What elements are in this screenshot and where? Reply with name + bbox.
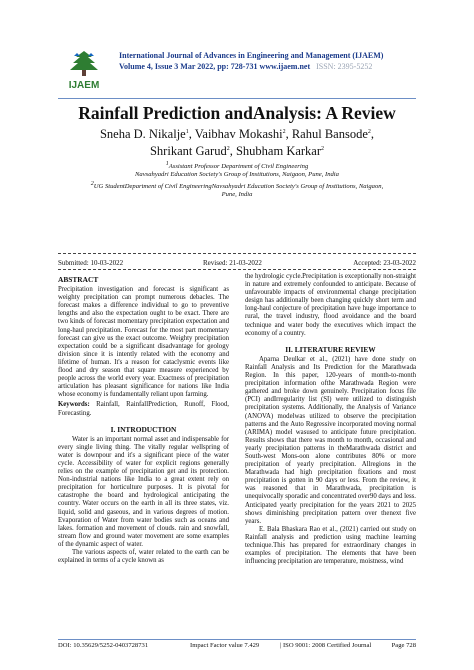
affiliations: $^1$Assistant Professor Department of Civil Engineering Navsahyadri Education Society's Group of Institutions, Naigaon, Pune, India $^2$UG StudentDepartment of Civil EngineeringNavsahyadri Education Society's Group of Institutions, Naigaon, Pune, India bbox=[90, 161, 384, 199]
keywords: Keywords: Rainfall, RainfallPrediction, Runoff, Flood, Forecasting. bbox=[58, 401, 229, 417]
author-name: Vaibhav Mokashi bbox=[194, 127, 283, 142]
author-name: Rahul Bansode bbox=[291, 127, 368, 142]
logo-text: IJAEM bbox=[68, 80, 100, 91]
literature-heading: II. LITERATURE REVIEW bbox=[285, 344, 376, 354]
submitted-date: Submitted: 10-03-2022 bbox=[58, 259, 124, 267]
footer-iso: | ISO 9001: 2008 Certified Journal bbox=[280, 642, 372, 649]
footer-impact: Impact Factor value 7.429 bbox=[190, 642, 260, 649]
intro-paragraph: The various aspects of, water related to the earth can be explained in terms of a cycle known as bbox=[58, 549, 229, 565]
author-name: Sneha D. Nikalje bbox=[99, 127, 186, 142]
author-name: Shrikant Garud bbox=[149, 144, 227, 159]
author-name: Shubham Karkar bbox=[235, 144, 322, 159]
date-divider-bottom bbox=[58, 269, 416, 270]
journal-issue: Volume 4, Issue 3 Mar 2022, pp: 728-731 www.ijaem.net bbox=[119, 61, 311, 71]
literature-paragraph: Aparna Deulkar et al., (2021) have done study on Rainfall Analysis and Its Prediction for the Marathwada Region. In this paper, 120-years of month-to-month precipitation information ofthe Marathwada Region were gathered and broke down genuinely. Precipitation focus file (PCI) andIrregularity list (SI) were utilized to distinguish precipitation systems. Additionally, the Analysis of Variance (ANOVA) modelwas utilized to observe the precipitation patterns and the Auto Regressive incorporated moving normal (ARIMA) model wasused to anticipate future precipitation. Results shows that there was month to month, occasional and yearly precipitation patterns in theMarathwada district and South-west Mons-oon alone contributes 80% or more precipitation of yearly precipitation. Allregions in the Marathwada had high precipitation fixations and most precipitation is gotten in 90 days or less. From the review, it was reasoned that in Marathwada, precipitation is unequivocally sporadic and concentrated over90 days and less. Anticipated yearly precipitation for the years 2021 to 2025 shows diminishing precipitation pattern over thenext five years. bbox=[245, 355, 416, 525]
left-column bbox=[58, 273, 229, 565]
literature-paragraph: E. Bala Bhaskara Rao et al., (2021) carried out study on Rainfall analysis and prediction using machine learning technique.This has prepared for extraordinary changes in examples of precipitation. The elements that have been influencing precipitation are temperature, moistness, wind bbox=[245, 525, 416, 566]
footer-page: Page 728 bbox=[391, 642, 416, 649]
intro-paragraph: Water is an important normal asset and indispensable for every single living thing. The vitally regular wellspring of water is downpour and it's a significant piece of the water cycle. Accessibility of water for explicit regions generally relies on the example of precipitation get and its protection. Non-industrial nations like India to a great extent rely on precipitation for horticulture purposes. It is pivotal for catastrophe the board and hydrological anticipating the country. Water occurs on the earth in all its three states, viz. liquid, solid and gaseous, and in various degrees of motion. Evaporation of Water from water bodies such as oceans and lakes. formation and movement of clouds. rain and snowfall, stream flow and ground water movement are some examples of the dynamic aspect of water. bbox=[58, 435, 229, 548]
paper-title: Rainfall Prediction andAnalysis: A Review bbox=[78, 103, 396, 123]
journal-name: International Journal of Advances in Engineering and Management (IJAEM) bbox=[119, 51, 384, 60]
footer-rule bbox=[58, 639, 416, 640]
accepted-date: Accepted: 23-03-2022 bbox=[353, 259, 416, 267]
journal-logo bbox=[59, 47, 109, 95]
journal-header bbox=[119, 51, 383, 72]
date-divider-top bbox=[58, 253, 416, 254]
abstract-heading: ABSTRACT bbox=[58, 275, 99, 284]
right-column bbox=[245, 273, 416, 566]
author-list: Sneha D. Nikalje$^1$, Vaibhav Mokashi$^2$, Rahul Bansode$^2$, Shrikant Garud$^2$, Shubham Karkar$^2$ bbox=[99, 127, 375, 159]
abstract-text: Precipitation investigation and forecast is significant as weighty precipitation can prompt numerous debacles. The forecast makes a difference individual to go to preventive lengths and also the expectation ought to be exact. There are two kinds of forecast momentary precipitation expectation and long-haul precipitation. Forecast for the most part momentary forecast can give us the exact outcome. Weighty precipitation expectation could be a significant disadvantage for geology division since it is intently related with the economy and lifetime of human. It's a reason for cataclysmic events like flood and dry season that square measure experienced by people across the world every year. Exactness of precipitation articulation has pleasant significance for nations like India whose economy is fundamentally reliant upon farming. bbox=[58, 286, 229, 399]
journal-issn: ISSN: 2395-5252 bbox=[316, 61, 373, 71]
footer-doi: DOI: 10.35629/5252-0403728731 bbox=[58, 642, 149, 649]
revised-date: Revised: 21-03-2022 bbox=[203, 259, 262, 267]
header-rule bbox=[58, 98, 416, 99]
intro-heading: I. INTRODUCTION bbox=[110, 424, 177, 434]
body-paragraph: the hydrologic cycle.Precipitation is exceptionally non-straight in nature and extremely confounded to anticipate. Because of unfavourable impacts of environmental change precipitation design has additionally been changing quickly short term and long-haul conjecture of precipitation have huge importance to rural, the travel industry, flood avoidance and the board technique and water body the executives which impact the economy of a country. bbox=[245, 273, 417, 337]
